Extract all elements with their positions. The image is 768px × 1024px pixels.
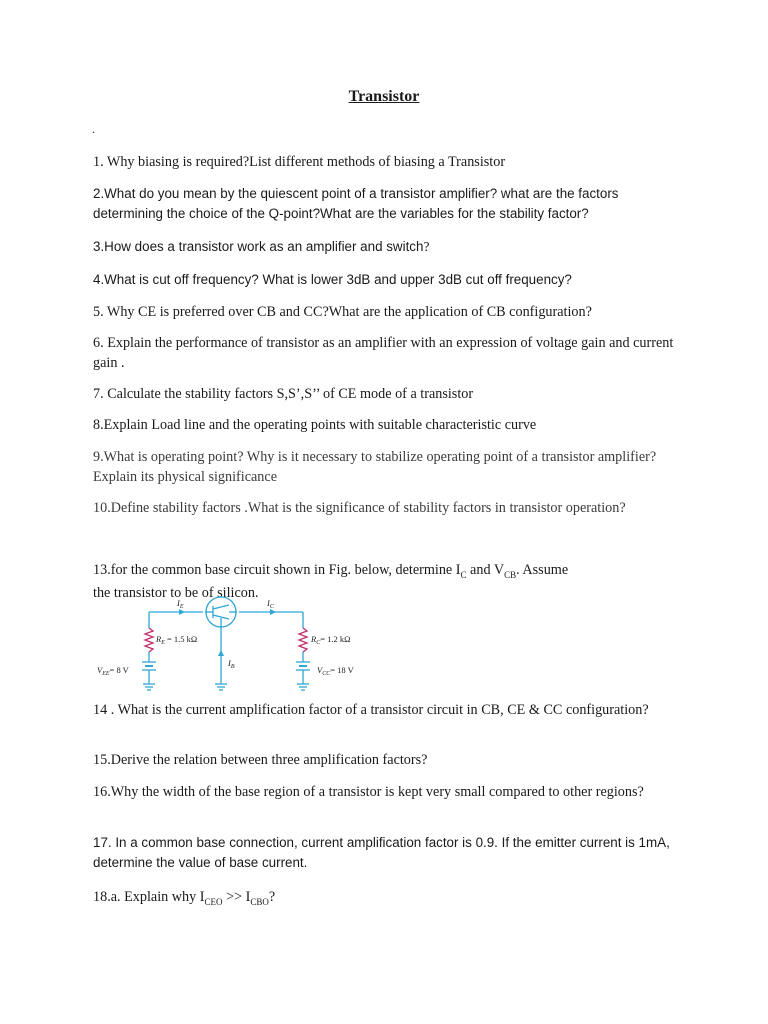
question-18 (93, 887, 683, 912)
q13-text-line2: the transistor to be of silicon. (93, 584, 259, 601)
question-3-mark: ? (423, 239, 430, 254)
ic-label: $I_C$ (267, 598, 274, 610)
q18-text-2: >> I (222, 889, 251, 905)
re-label: $R_E = 1.5$ kΩ (156, 634, 198, 646)
question-5: 5. Why CE is preferred over CB and CC?What are the application of CB configuration? (93, 304, 592, 320)
question-6: 6. Explain the performance of transistor as an amplifier with an expression of voltage gain and current gain . (93, 335, 674, 371)
q13-text-3: . Assume (516, 562, 569, 578)
question-1: 1. Why biasing is required?List different methods of biasing a Transistor (93, 154, 506, 170)
q13-sub-c: C (460, 569, 467, 580)
page-title: Transistor (348, 88, 420, 105)
rc-label: $R_C= 1.2$ kΩ (311, 634, 351, 646)
question-8: 8.Explain Load line and the operating points with suitable characteristic curve (93, 417, 537, 433)
q18-text-3: ? (268, 889, 276, 905)
stray-bullet: . (92, 122, 95, 136)
q18-sub-cbo: CBO (250, 896, 269, 907)
question-3 (93, 237, 683, 257)
question-16: 16.Why the width of the base region of a transistor is kept very small compared to other regions? (93, 784, 644, 800)
ie-label: $I_E$ (177, 598, 184, 610)
q18-text-1: 18.a. Explain why I (93, 889, 205, 905)
question-7: 7. Calculate the stability factors S,S’,S’’ of CE mode of a transistor (93, 386, 474, 402)
question-2: 2.What do you mean by the quiescent point of a transistor amplifier? what are the factors determining the choice of the Q-point?What are the variables for the stability factor? (93, 186, 619, 221)
q13-text-1: 13.for the common base circuit shown in Fig. below, determine I (93, 562, 461, 578)
question-15: 15.Derive the relation between three amplification factors? (93, 752, 428, 768)
q13-sub-cb: CB (504, 569, 517, 580)
ib-label: $I_B$ (228, 658, 235, 670)
question-3-text: 3.How does a transistor work as an amplifier and switch (93, 239, 424, 254)
question-10: 10.Define stability factors .What is the significance of stability factors in transistor operation? (93, 500, 626, 516)
vee-label: $V_{EE}= 8$ V (97, 665, 129, 677)
question-9: 9.What is operating point? Why is it necessary to stabilize operating point of a transistor amplifier?Explain its physical significance (93, 449, 657, 485)
vcc-label: $V_{CC}= 18$ V (317, 665, 354, 677)
q18-sub-ceo: CEO (204, 896, 223, 907)
question-14: 14 . What is the current amplification factor of a transistor circuit in CB, CE & CC configuration? (93, 702, 649, 718)
question-4: 4.What is cut off frequency? What is lower 3dB and upper 3dB cut off frequency? (93, 272, 572, 287)
common-base-circuit-diagram (92, 596, 382, 698)
q13-text-2: and V (466, 562, 505, 578)
question-17: 17. In a common base connection, current amplification factor is 0.9. If the emitter current is 1mA, determine the value of base current. (93, 835, 670, 870)
